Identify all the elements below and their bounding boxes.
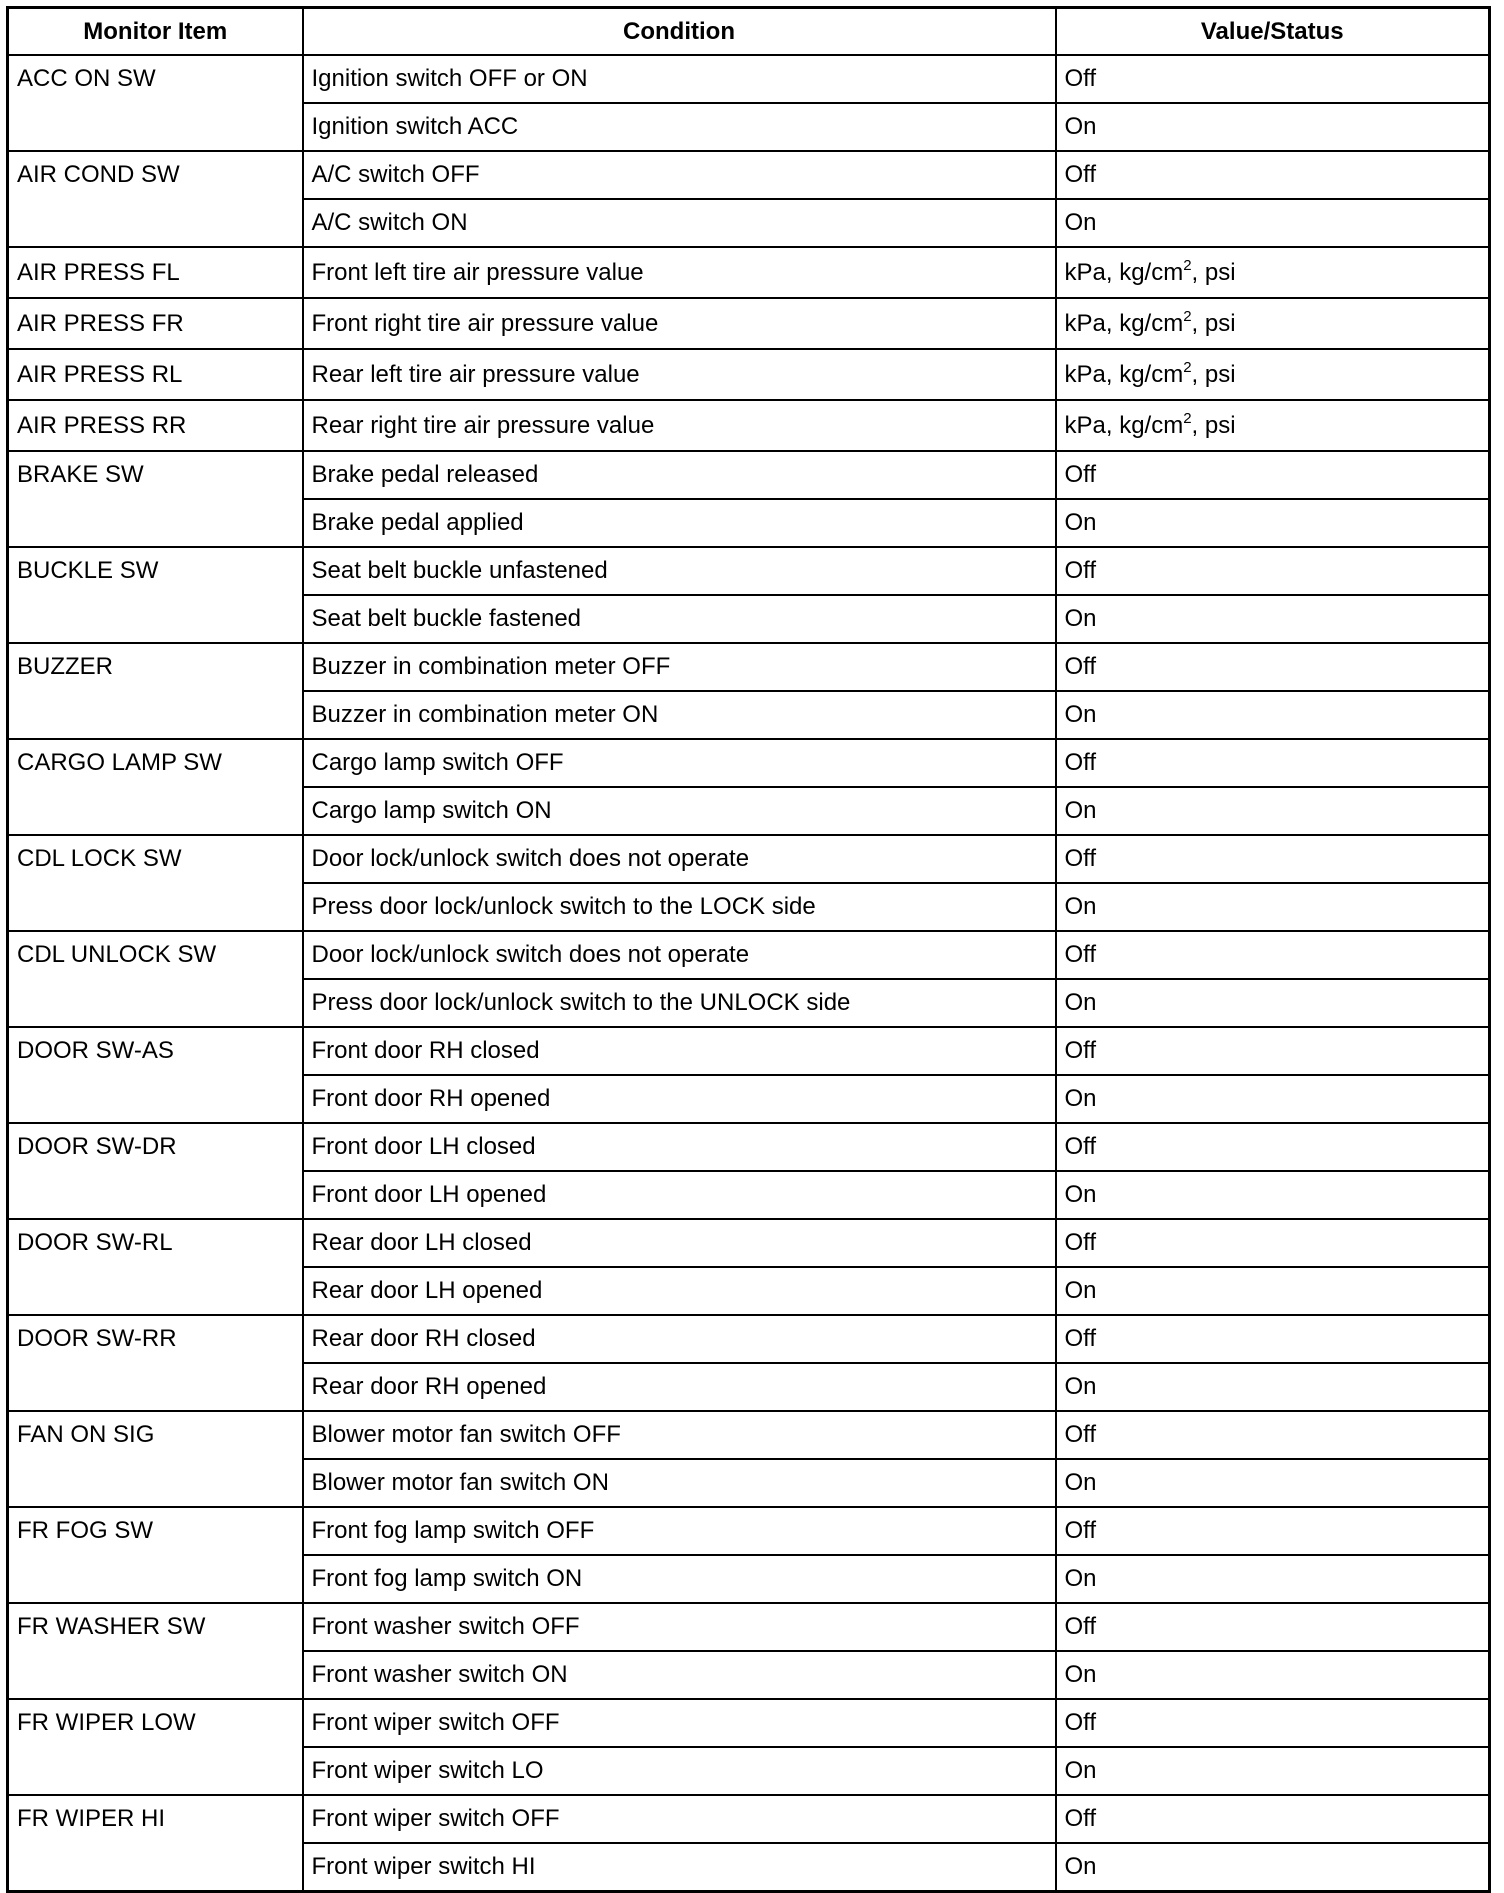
table-row — [8, 349, 1490, 400]
monitor-item-cell: FR FOG SW — [8, 1507, 303, 1603]
unit-text-suffix: , psi — [1191, 412, 1236, 439]
condition-cell: Buzzer in combination meter ON — [303, 691, 1056, 739]
value-status-cell: On — [1056, 1363, 1490, 1411]
condition-cell: Seat belt buckle unfastened — [303, 547, 1056, 595]
table-row — [8, 451, 1490, 499]
value-status-cell: On — [1056, 1843, 1490, 1892]
value-status-cell: Off — [1056, 1795, 1490, 1843]
condition-cell: Cargo lamp switch OFF — [303, 739, 1056, 787]
condition-cell: Buzzer in combination meter OFF — [303, 643, 1056, 691]
condition-cell: Front washer switch OFF — [303, 1603, 1056, 1651]
condition-cell: Rear left tire air pressure value — [303, 349, 1056, 400]
value-status-cell: On — [1056, 1555, 1490, 1603]
monitor-item-cell: FAN ON SIG — [8, 1411, 303, 1507]
value-status-cell: Off — [1056, 1411, 1490, 1459]
monitor-item-table — [6, 6, 1491, 1893]
table-row — [8, 1315, 1490, 1363]
condition-cell: Door lock/unlock switch does not operate — [303, 931, 1056, 979]
table-row — [8, 298, 1490, 349]
table-row — [8, 1603, 1490, 1651]
value-status-cell: Off — [1056, 1603, 1490, 1651]
monitor-item-cell: DOOR SW-RR — [8, 1315, 303, 1411]
header-row — [8, 8, 1490, 56]
value-status-cell: Off — [1056, 1507, 1490, 1555]
condition-cell: Ignition switch ACC — [303, 103, 1056, 151]
unit-superscript: 2 — [1183, 359, 1192, 376]
condition-cell: Front wiper switch LO — [303, 1747, 1056, 1795]
monitor-item-cell: FR WIPER HI — [8, 1795, 303, 1892]
header-condition: Condition — [303, 8, 1056, 56]
unit-text: kPa, kg/cm — [1064, 259, 1184, 286]
monitor-item-cell: AIR PRESS RL — [8, 349, 303, 400]
value-status-cell: On — [1056, 1459, 1490, 1507]
condition-cell: Front fog lamp switch ON — [303, 1555, 1056, 1603]
condition-cell: Front wiper switch HI — [303, 1843, 1056, 1892]
unit-text-suffix: , psi — [1191, 361, 1236, 388]
table-row — [8, 1123, 1490, 1171]
monitor-item-cell: FR WASHER SW — [8, 1603, 303, 1699]
condition-cell: Rear door LH opened — [303, 1267, 1056, 1315]
monitor-item-cell: BRAKE SW — [8, 451, 303, 547]
table-row — [8, 931, 1490, 979]
condition-cell: Cargo lamp switch ON — [303, 787, 1056, 835]
condition-cell: Rear door RH opened — [303, 1363, 1056, 1411]
table-row — [8, 247, 1490, 298]
condition-cell: Front fog lamp switch OFF — [303, 1507, 1056, 1555]
monitor-item-cell: CDL LOCK SW — [8, 835, 303, 931]
unit-text: kPa, kg/cm — [1064, 361, 1184, 388]
condition-cell: Ignition switch OFF or ON — [303, 55, 1056, 103]
condition-cell: A/C switch OFF — [303, 151, 1056, 199]
table-row — [8, 151, 1490, 199]
table-row — [8, 55, 1490, 103]
table-row — [8, 1795, 1490, 1843]
value-status-cell: On — [1056, 883, 1490, 931]
condition-cell: A/C switch ON — [303, 199, 1056, 247]
value-status-cell: On — [1056, 787, 1490, 835]
table-row — [8, 835, 1490, 883]
table-row — [8, 547, 1490, 595]
monitor-item-cell: CARGO LAMP SW — [8, 739, 303, 835]
unit-text: kPa, kg/cm — [1064, 310, 1184, 337]
condition-cell: Rear door RH closed — [303, 1315, 1056, 1363]
condition-cell: Rear right tire air pressure value — [303, 400, 1056, 451]
value-status-cell: On — [1056, 691, 1490, 739]
table-row — [8, 643, 1490, 691]
value-status-cell — [1056, 349, 1490, 400]
value-status-cell: Off — [1056, 1699, 1490, 1747]
condition-cell: Front door RH closed — [303, 1027, 1056, 1075]
value-status-cell — [1056, 247, 1490, 298]
table-row — [8, 1507, 1490, 1555]
unit-superscript: 2 — [1183, 410, 1192, 427]
condition-cell: Seat belt buckle fastened — [303, 595, 1056, 643]
header-monitor-item: Monitor Item — [8, 8, 303, 56]
value-status-cell: On — [1056, 1075, 1490, 1123]
value-status-cell: Off — [1056, 835, 1490, 883]
condition-cell: Front left tire air pressure value — [303, 247, 1056, 298]
value-status-cell: Off — [1056, 1219, 1490, 1267]
value-status-cell: On — [1056, 979, 1490, 1027]
header-value-status: Value/Status — [1056, 8, 1490, 56]
value-status-cell: On — [1056, 1267, 1490, 1315]
monitor-item-cell: BUZZER — [8, 643, 303, 739]
value-status-cell — [1056, 298, 1490, 349]
value-status-cell: Off — [1056, 55, 1490, 103]
value-status-cell: On — [1056, 499, 1490, 547]
condition-cell: Front door LH closed — [303, 1123, 1056, 1171]
monitor-item-cell: DOOR SW-DR — [8, 1123, 303, 1219]
value-status-cell: Off — [1056, 1027, 1490, 1075]
condition-cell: Rear door LH closed — [303, 1219, 1056, 1267]
unit-superscript: 2 — [1183, 257, 1192, 274]
condition-cell: Front washer switch ON — [303, 1651, 1056, 1699]
value-status-cell: On — [1056, 1651, 1490, 1699]
condition-cell: Front right tire air pressure value — [303, 298, 1056, 349]
monitor-item-cell: AIR PRESS RR — [8, 400, 303, 451]
monitor-item-cell: FR WIPER LOW — [8, 1699, 303, 1795]
monitor-item-cell: BUCKLE SW — [8, 547, 303, 643]
value-status-cell: Off — [1056, 931, 1490, 979]
condition-cell: Brake pedal applied — [303, 499, 1056, 547]
monitor-item-cell: AIR COND SW — [8, 151, 303, 247]
value-status-cell: Off — [1056, 451, 1490, 499]
condition-cell: Brake pedal released — [303, 451, 1056, 499]
value-status-cell: On — [1056, 1171, 1490, 1219]
value-status-cell: Off — [1056, 1315, 1490, 1363]
condition-cell: Front wiper switch OFF — [303, 1795, 1056, 1843]
condition-cell: Blower motor fan switch ON — [303, 1459, 1056, 1507]
table-row — [8, 1219, 1490, 1267]
value-status-cell: Off — [1056, 739, 1490, 787]
table-row — [8, 1699, 1490, 1747]
condition-cell: Door lock/unlock switch does not operate — [303, 835, 1056, 883]
condition-cell: Press door lock/unlock switch to the UNLOCK side — [303, 979, 1056, 1027]
value-status-cell — [1056, 400, 1490, 451]
table-row — [8, 1027, 1490, 1075]
value-status-cell: Off — [1056, 151, 1490, 199]
condition-cell: Blower motor fan switch OFF — [303, 1411, 1056, 1459]
unit-text: kPa, kg/cm — [1064, 412, 1184, 439]
table-row — [8, 1411, 1490, 1459]
table-row — [8, 400, 1490, 451]
table-header — [8, 8, 1490, 56]
unit-text-suffix: , psi — [1191, 310, 1236, 337]
condition-cell: Front wiper switch OFF — [303, 1699, 1056, 1747]
monitor-item-cell: CDL UNLOCK SW — [8, 931, 303, 1027]
monitor-item-cell: DOOR SW-AS — [8, 1027, 303, 1123]
value-status-cell: Off — [1056, 547, 1490, 595]
monitor-item-cell: ACC ON SW — [8, 55, 303, 151]
condition-cell: Front door LH opened — [303, 1171, 1056, 1219]
monitor-item-cell: AIR PRESS FL — [8, 247, 303, 298]
unit-superscript: 2 — [1183, 308, 1192, 325]
value-status-cell: On — [1056, 1747, 1490, 1795]
value-status-cell: Off — [1056, 1123, 1490, 1171]
monitor-item-cell: DOOR SW-RL — [8, 1219, 303, 1315]
value-status-cell: Off — [1056, 643, 1490, 691]
monitor-item-cell: AIR PRESS FR — [8, 298, 303, 349]
value-status-cell: On — [1056, 199, 1490, 247]
value-status-cell: On — [1056, 595, 1490, 643]
condition-cell: Press door lock/unlock switch to the LOCK side — [303, 883, 1056, 931]
table-row — [8, 739, 1490, 787]
condition-cell: Front door RH opened — [303, 1075, 1056, 1123]
unit-text-suffix: , psi — [1191, 259, 1236, 286]
value-status-cell: On — [1056, 103, 1490, 151]
table-body — [8, 55, 1490, 1892]
